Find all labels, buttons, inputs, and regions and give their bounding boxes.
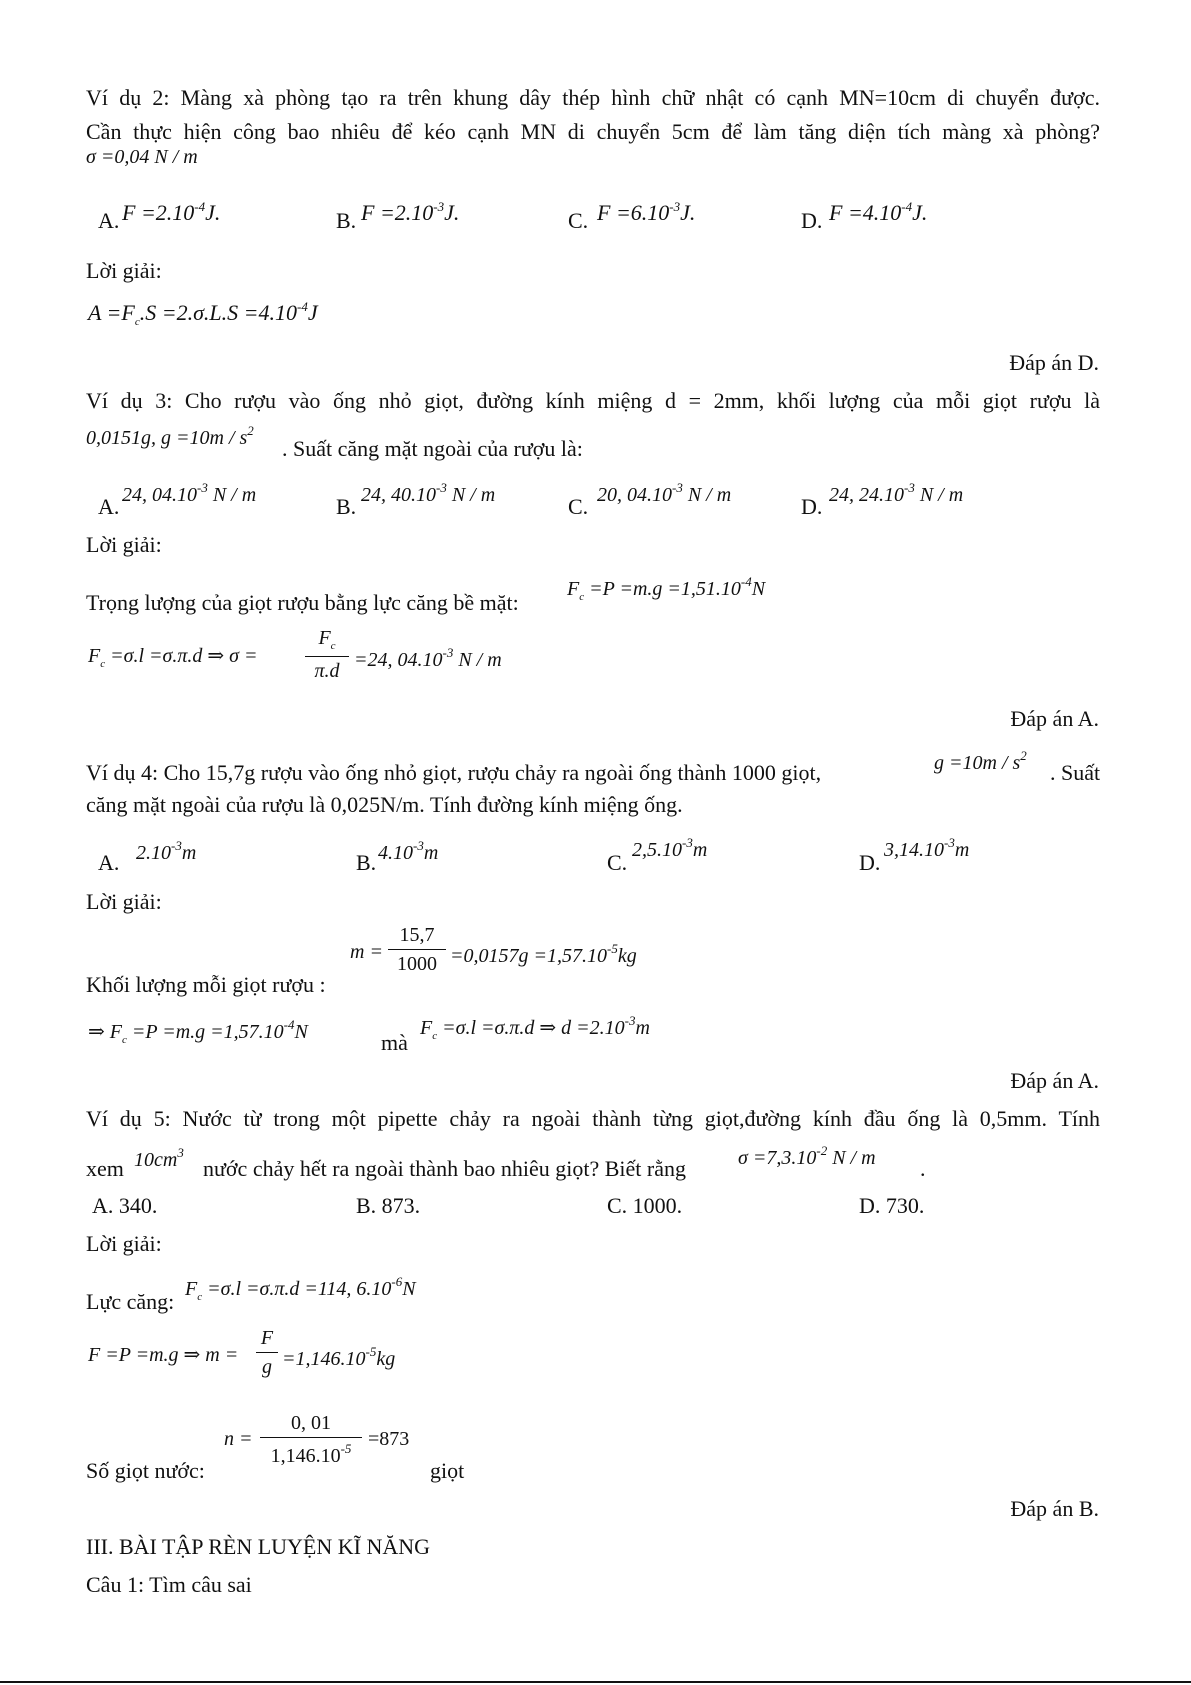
ex5-option-b: B. 873.	[356, 1193, 421, 1218]
ex4-mass-result: $=0,0157g =1,57.10^{-5}kg$	[450, 941, 637, 967]
section-title: III. BÀI TẬP RÈN LUYỆN KĨ NĂNG	[86, 1534, 431, 1559]
ex4-mass-text: Khối lượng mỗi giọt rượu :	[86, 972, 326, 997]
ex5-drops-label: Số giọt nước:	[86, 1458, 205, 1483]
ex3-weight-equation: $F_c =P =m.g =1,51.10^{-4}N$	[567, 574, 766, 603]
ex4-answer: Đáp án A.	[1010, 1068, 1099, 1093]
ex4-option-c-value: $2,5.10^{-3}m$	[632, 835, 708, 861]
ex2-option-b-letter: B.	[336, 208, 357, 233]
ex4-solution-label: Lời giải:	[86, 889, 162, 914]
ex2-option-c-value: $F =6.10^{-3}J$.	[597, 199, 696, 225]
ex3-option-a-letter: A.	[98, 494, 120, 519]
ex4-g-value: $g =10m / s^2$	[934, 748, 1027, 774]
ex2-option-a-letter: A.	[98, 208, 120, 233]
ex3-weight-text: Trọng lượng của giọt rượu bằng lực căng bề mặt:	[86, 590, 519, 615]
ex4-mass-lhs: m =	[350, 941, 383, 963]
ex3-solution-label: Lời giải:	[86, 532, 162, 557]
ex2-question-line1: Ví dụ 2: Màng xà phòng tạo ra trên khung dây thép hình chữ nhật có cạnh MN=10cm di chuyển được.	[86, 85, 1100, 110]
ex3-option-b-value: 24, $40.10^{-3}$ N / m	[361, 480, 496, 506]
ex2-option-d-value: $F =4.10^{-4}J$.	[829, 199, 928, 225]
ex5-solution-label: Lời giải:	[86, 1231, 162, 1256]
ex4-question-line1-end: . Suất	[1050, 760, 1101, 785]
ex5-option-a: A. 340.	[92, 1193, 158, 1218]
ex3-sigma-result: =24, $04.10^{-3}$ N / m	[354, 645, 502, 671]
ex4-ma-word: mà	[381, 1030, 408, 1055]
ex2-question-line2: Cần thực hiện công bao nhiêu để kéo cạnh MN di chuyển 5cm để làm tăng diện tích màng xà phòng?	[86, 119, 1100, 144]
ex4-option-a-letter: A.	[98, 850, 120, 875]
ex5-drops-lhs: n =	[224, 1428, 253, 1450]
ex5-option-d: D. 730.	[859, 1193, 925, 1218]
ex5-volume: $10cm^3$	[134, 1145, 184, 1171]
ex5-drops-result: =873	[368, 1428, 410, 1450]
ex3-option-c-letter: C.	[568, 494, 589, 519]
ex2-solution-label: Lời giải:	[86, 258, 162, 283]
ex4-option-d-letter: D.	[859, 850, 881, 875]
ex3-sigma-fraction: $\frac{F_c}{\pi.d}$	[305, 628, 349, 681]
ex5-question-line1: Ví dụ 5: Nước từ trong một pipette chảy ra ngoài thành từng giọt,đường kính đầu ống là 0,5mm. Tính	[86, 1106, 1100, 1131]
ex3-sigma-lhs: $F_c =\sigma.l =\sigma.\pi.d$ ⇒ σ =	[88, 645, 258, 670]
ex2-answer: Đáp án D.	[1009, 350, 1099, 375]
ex2-option-b-value: $F =2.10^{-3}J$.	[361, 199, 460, 225]
bottom-rule	[0, 1681, 1191, 1683]
ex5-mass-fraction: $\frac{F}{g}$	[256, 1328, 278, 1377]
ex3-option-b-letter: B.	[336, 494, 357, 519]
ex5-question-mid: nước chảy hết ra ngoài thành bao nhiêu giọt? Biết rằng	[203, 1156, 686, 1181]
ex4-option-c-letter: C.	[607, 850, 628, 875]
ex5-sigma-given: $\sigma =7,3.10^{-2}$ N / m	[738, 1143, 876, 1169]
ex2-option-a-value: $F =2.10^{-4}J$.	[122, 199, 221, 225]
ex2-option-c-letter: C.	[568, 208, 589, 233]
ex4-force-equation: ⇒ $F_c =P =m.g =1,57.10^{-4}N$	[88, 1017, 308, 1046]
ex2-given: σ =0,04 N / m	[86, 146, 198, 168]
ex5-mass-lhs: F =P =m.g ⇒ m =	[88, 1344, 239, 1366]
ex4-question-line2: căng mặt ngoài của rượu là 0,025N/m. Tính đường kính miệng ống.	[86, 792, 683, 817]
ex3-given-text: . Suất căng mặt ngoài của rượu là:	[282, 436, 583, 461]
ex3-option-a-value: 24, $04.10^{-3}$ N / m	[122, 480, 257, 506]
ex4-option-d-value: $3,14.10^{-3}m$	[884, 835, 970, 861]
ex5-answer: Đáp án B.	[1010, 1496, 1099, 1521]
ex3-given-values: 0,0151g, $g =10m / s^2$	[86, 423, 254, 449]
ex5-drops-unit: giọt	[430, 1458, 465, 1483]
ex4-option-b-value: $4.10^{-3}m$	[378, 838, 439, 864]
ex5-tension-label: Lực căng:	[86, 1289, 175, 1314]
ex3-option-d-value: 24, $24.10^{-3}$ N / m	[829, 480, 964, 506]
ex4-mass-fraction: $\frac{15,7}{1000}$	[388, 925, 446, 974]
ex4-option-a-value: $2.10^{-3}m$	[136, 838, 197, 864]
ex5-drops-fraction: $\frac{0, 01}{1,146.10^{-5}}$	[260, 1413, 362, 1466]
ex5-tension-equation: $F_c =\sigma.l =\sigma.\pi.d =114$, $6.10^{-6}N$	[185, 1274, 416, 1303]
ex3-question-line1: Ví dụ 3: Cho rượu vào ống nhỏ giọt, đường kính miệng d = 2mm, khối lượng của mỗi giọt rượu là	[86, 388, 1100, 413]
ex4-option-b-letter: B.	[356, 850, 377, 875]
ex5-sigma-period: .	[920, 1156, 926, 1181]
ex4-diameter-equation: $F_c =\sigma.l =\sigma.\pi.d$ ⇒ $d =2.10^{-3}m$	[420, 1013, 650, 1042]
ex5-option-c: C. 1000.	[607, 1193, 683, 1218]
ex3-answer: Đáp án A.	[1010, 706, 1099, 731]
question-1: Câu 1: Tìm câu sai	[86, 1572, 252, 1597]
ex2-option-d-letter: D.	[801, 208, 823, 233]
ex5-mass-result: $=1,146.10^{-5}kg$	[282, 1344, 396, 1370]
ex3-option-d-letter: D.	[801, 494, 823, 519]
ex3-option-c-value: 20, $04.10^{-3}$ N / m	[597, 480, 732, 506]
ex2-solution-equation: $A =F_c.S =2.\sigma.L.S =4.10^{-4}J$	[88, 299, 318, 328]
ex4-question-line1: Ví dụ 4: Cho 15,7g rượu vào ống nhỏ giọt, rượu chảy ra ngoài ống thành 1000 giọt,	[86, 760, 822, 785]
ex5-xem: xem	[86, 1156, 124, 1181]
